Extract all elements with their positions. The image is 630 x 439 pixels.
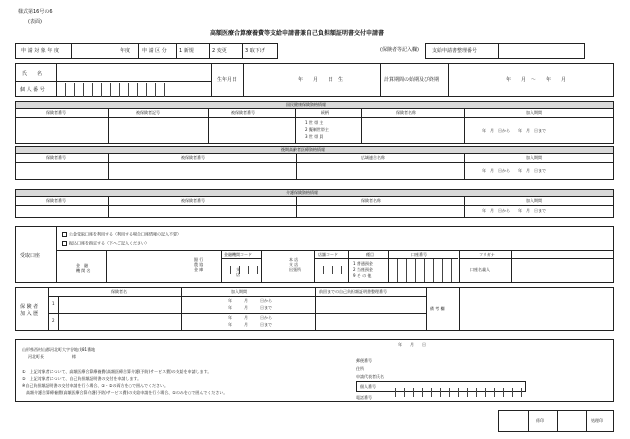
stamp-kakari: 係印	[536, 418, 544, 423]
meigi-label: 口座名義人	[470, 267, 490, 272]
furikomi-checkbox[interactable]	[62, 241, 67, 246]
mayor: 河北町長	[28, 354, 44, 359]
shimei-label: 申請代表者氏名	[356, 374, 384, 379]
yubin-label: 郵便番号	[356, 358, 372, 363]
kokuho-col-hokensha: 保険者番号	[46, 110, 66, 115]
zokugara-1[interactable]: 1 世 帯 主	[305, 120, 324, 125]
period-label: 計算期間の始期及び終期	[384, 77, 440, 83]
insured-col-name: 保険者名	[111, 289, 127, 294]
note-2: ② 上記対象者について、自己負担額証明書の交付を申請します。	[22, 376, 142, 381]
kinyu-code-label: 金融機関コード	[224, 252, 252, 257]
kubun-cancel[interactable]: 3 取下げ	[245, 48, 265, 54]
form-number: 様式第16号の6	[18, 9, 53, 15]
period-value[interactable]: 年 月 〜 年 月	[506, 77, 567, 83]
insured-row-1: 1	[52, 301, 55, 306]
kinyu-label: 金 融 機 関 名	[76, 263, 91, 274]
birth-label: 生年月日	[217, 77, 238, 83]
kokuho-title: 国民健康保険資格情報	[286, 102, 326, 107]
id-label: 個 人 番 号	[20, 87, 45, 93]
shumoku-futsu[interactable]: 1 普通預金	[353, 261, 373, 266]
kouki-title: 後期高齢者医療資格情報	[281, 147, 325, 152]
kokuho-col-bango: 被保険者番号	[231, 110, 255, 115]
year-unit: 年度	[120, 48, 131, 54]
furigana-label: フリガナ	[479, 252, 495, 257]
birth-value[interactable]: 年 月 日 生	[298, 77, 344, 83]
zokugara-2[interactable]: 2 擬制世帯主	[305, 127, 329, 132]
hoken-number-label: 支給申請書整理番号	[432, 48, 478, 54]
form-title: 高額医療合算療養費等支給申請書兼自己負担額証明書交付申請書	[210, 30, 385, 37]
kojin-cells[interactable]	[387, 382, 527, 391]
stamp-box	[498, 410, 614, 432]
kubun-label: 申 請 区 分	[142, 48, 167, 54]
apply-date[interactable]: 年 月 日	[398, 342, 426, 347]
shumoku-label: 種目	[366, 252, 374, 257]
stamp-shori: 処理印	[591, 418, 603, 423]
row1-from[interactable]: 年 月 日から	[228, 298, 272, 303]
insured-history	[15, 287, 614, 331]
koza-opt-kokin-text: 公金受取口座を利用する（利用する場合口座情報の記入不要）	[69, 231, 181, 237]
row2-from[interactable]: 年 月 日から	[228, 315, 272, 320]
kaigo-col-meisho: 保険者名称	[361, 198, 381, 203]
shumoku-other[interactable]: 9 そ の 他	[353, 273, 372, 278]
shiten-code-cells[interactable]	[315, 259, 348, 267]
zokugara-3[interactable]: 3 世 帯 員	[305, 134, 324, 139]
koza-no-cells[interactable]	[389, 259, 459, 282]
kouki-period[interactable]: 年 月 日から 年 月 日まで	[482, 168, 546, 173]
biko-label: 備 考 欄	[430, 306, 445, 311]
name-label: 氏 名	[22, 71, 43, 77]
year-label: 申 請 対 象 年 度	[21, 48, 59, 54]
kouki-col-bango: 被保険者番号	[181, 155, 205, 160]
koza-block	[15, 226, 614, 283]
kaigo-period[interactable]: 年 月 日から 年 月 日まで	[482, 208, 546, 213]
shumoku-toza[interactable]: 2 当座預金	[353, 267, 373, 272]
dono: 様	[72, 354, 76, 359]
koza-no-label: 口座番号	[411, 252, 427, 257]
kokuho-col-kikan: 加入期間	[526, 110, 542, 115]
note-3: ※自己負担額証明書の交付申請を行う場合、①・②の両方を○で囲んでください。	[22, 383, 169, 388]
kaigo-col-hokensha: 保険者番号	[46, 198, 66, 203]
note-4: 高額介護合算療養費(高額医療合算介護(予防)サービス費)の支給申請を行う場合、①のみを○で囲んでください。	[22, 390, 228, 395]
kokin-checkbox[interactable]	[62, 232, 67, 237]
hoken-number-box[interactable]	[425, 43, 585, 59]
kokuho-table	[15, 108, 614, 144]
kokuho-period[interactable]: 年 月 日から 年 月 日まで	[482, 128, 546, 133]
insured-col-period: 加入期間	[231, 289, 247, 294]
kaigo-table	[15, 196, 614, 218]
kokuho-col-kigo: 被保険者記号	[136, 110, 160, 115]
shiten-label: 支 店	[236, 267, 240, 278]
kaigo-col-bango: 被保険者番号	[181, 198, 205, 203]
insured-row-2: 2	[52, 318, 55, 323]
kubun-new[interactable]: 1 新規	[179, 48, 194, 54]
kokuho-col-zokugara: 続柄	[321, 110, 329, 115]
kubun-change[interactable]: 2 変更	[212, 48, 227, 54]
jusho-label: 住所	[356, 366, 364, 371]
kouki-col-kouiki: 広域連合名称	[361, 155, 385, 160]
town-address: 山形県西村山郡河北町大字谷地戊81番地	[22, 347, 96, 352]
koza-opt-furikomi[interactable]	[62, 241, 149, 246]
kouki-table	[15, 153, 614, 180]
row1-to[interactable]: 年 月 日まで	[228, 305, 272, 310]
footer-block	[15, 339, 614, 402]
kokuho-col-meisho: 保険者名称	[396, 110, 416, 115]
insured-label: 保 険 者 加 入 歴	[20, 304, 39, 317]
kaigo-col-kikan: 加入期間	[526, 198, 542, 203]
bank-types[interactable]: 銀 行 農 協 金 庫	[194, 257, 204, 273]
insured-col-seiri: 前回までの自己負担額証明書整理番号	[319, 289, 387, 294]
row-year-kubun	[15, 43, 278, 59]
kaigo-title: 介護保険資格情報	[286, 190, 318, 195]
row2-to[interactable]: 年 月 日まで	[228, 322, 272, 327]
shiten-types[interactable]: 本 店 支 店 出張所	[289, 257, 301, 273]
kouki-col-kikan: 加入期間	[526, 155, 542, 160]
note-1: ① 上記対象者について、高額医療合算療養費(高額医療合算介護(予防)サービス費)の支給を申請します。	[22, 369, 212, 374]
denwa-label: 電話番号	[356, 395, 372, 400]
person-block	[15, 63, 614, 97]
kouki-col-hokensha: 保険者番号	[46, 155, 66, 160]
kojin-box[interactable]	[356, 381, 526, 392]
koza-opt-kokin[interactable]	[62, 232, 181, 237]
kojin-label: 個人番号	[360, 384, 376, 389]
koza-label: 受取口座	[20, 253, 41, 259]
shiten-code-label: 店舗コード	[318, 252, 338, 257]
koza-opt-furikomi-text: 振込口座を指定する（下へご記入ください）	[69, 240, 149, 246]
personal-number-cells[interactable]	[57, 82, 211, 96]
kinyu-code-cells[interactable]	[222, 259, 262, 267]
form-side: (表面)	[28, 19, 42, 25]
hoken-label: (保険者等記入欄)	[380, 47, 419, 53]
